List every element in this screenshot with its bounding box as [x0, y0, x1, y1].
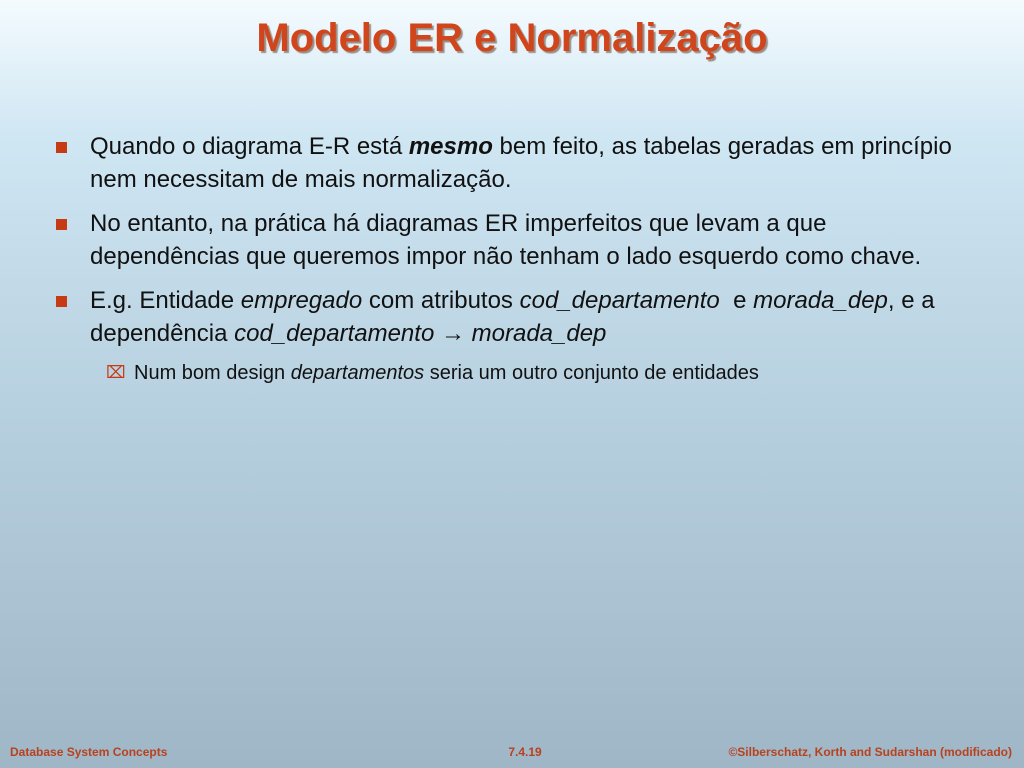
bullet-text: E.g. Entidade [90, 287, 241, 314]
arrow-symbol: → [434, 320, 472, 347]
attribute-name: cod_departamento [234, 320, 435, 347]
slide-title: Modelo ER e Normalização [256, 16, 768, 60]
footer-slide-number: 7.4.19 [508, 745, 542, 759]
bullet-item [48, 207, 978, 273]
emphasis-text: mesmo [408, 133, 493, 160]
bullet-text: No entanto, na prática há diagramas ER imperfeitos que levam a que dependências que queremos impor não tenham o lado esquerdo como chave. [90, 210, 922, 270]
bullet-text: com atributos [362, 287, 520, 314]
footer-copyright: ©Silberschatz, Korth and Sudarshan (modificado) [728, 745, 1012, 759]
sub-bullet-item [48, 359, 978, 387]
sub-bullet-text: seria um outro conjunto de entidades [424, 362, 759, 384]
slide-content [48, 130, 978, 387]
bullet-text: e [719, 287, 754, 314]
crossed-box-icon: ⌧ [106, 363, 126, 383]
square-bullet-icon [56, 219, 67, 230]
square-bullet-icon [56, 296, 67, 307]
bullet-text: bem feito, as tabelas geradas em princípio nem necessitam de mais normalização. [90, 133, 952, 193]
bullet-text: Quando o diagrama E-R está [90, 133, 409, 160]
footer-book-title: Database System Concepts [10, 745, 168, 759]
entity-name: departamentos [290, 362, 425, 384]
entity-name: empregado [240, 287, 363, 314]
square-bullet-icon [56, 142, 67, 153]
bullet-item [48, 130, 978, 196]
bullet-text: , e a dependência [90, 287, 935, 347]
bullet-item [48, 284, 978, 350]
attribute-name: morada_dep [471, 320, 607, 347]
sub-bullet-text: Num bom design [134, 362, 291, 384]
attribute-name: cod_departamento [519, 287, 720, 314]
attribute-name: morada_dep [753, 287, 888, 314]
